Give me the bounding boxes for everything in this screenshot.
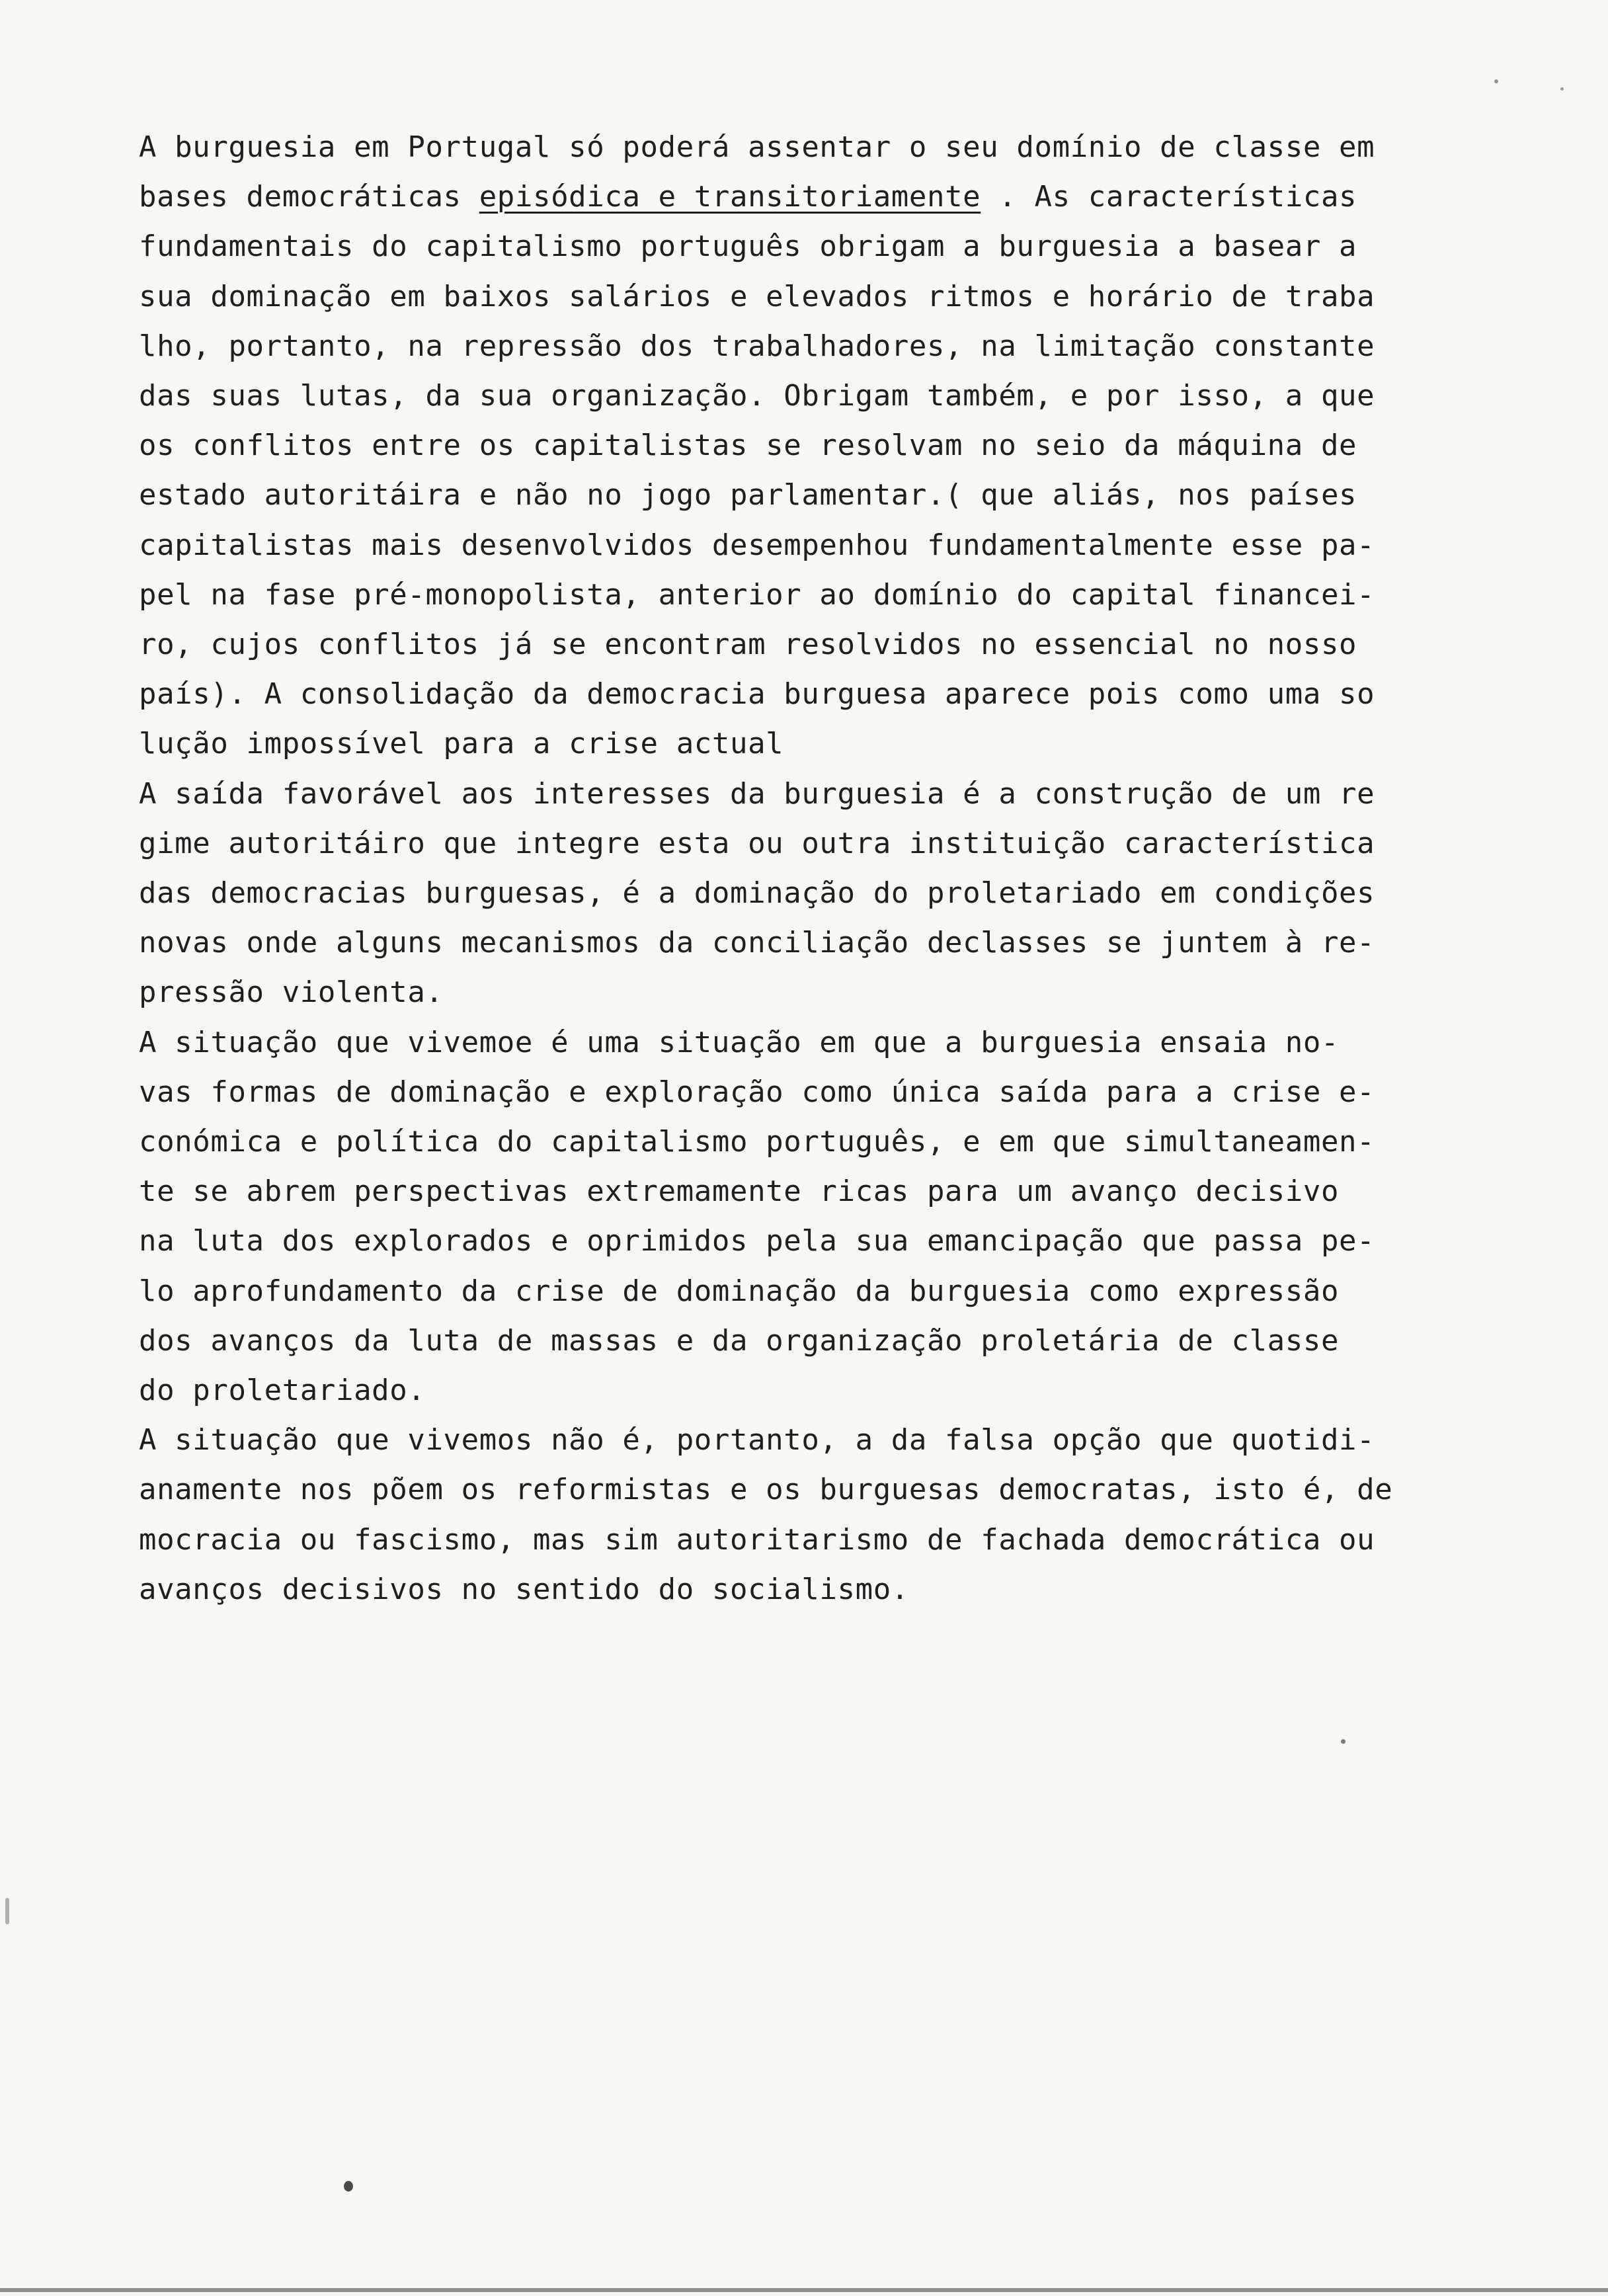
text-line: lho, portanto, na repressão dos trabalhadores, na limitação constante	[139, 329, 1375, 363]
text-line: fundamentais do capitalismo português obrigam a burguesia a basear a	[139, 229, 1357, 264]
text-line	[139, 172, 1514, 222]
text-line: capitalistas mais desenvolvidos desempenhou fundamentalmente esse pa-	[139, 528, 1375, 562]
text-line: A situação que vivemos não é, portanto, a da falsa opção que quotidi-	[139, 1423, 1375, 1457]
text-line: novas onde alguns mecanismos da conciliação declasses se juntem à re-	[139, 926, 1375, 960]
text-line: mocracia ou fascismo, mas sim autoritarismo de fachada democrática ou	[139, 1522, 1375, 1557]
text-line: lo aprofundamento da crise de dominação da burguesia como expressão	[139, 1274, 1340, 1308]
scan-speck	[1494, 79, 1498, 83]
text-line: dos avanços da luta de massas e da organização proletária de classe	[139, 1323, 1340, 1358]
text-line: do proletariado.	[139, 1374, 426, 1408]
scan-speck	[5, 1898, 9, 1924]
text-line: pressão violenta.	[139, 975, 444, 1010]
underlined-phrase: episódica e transitoriamente	[479, 180, 981, 214]
text-line: sua dominação em baixos salários e elevados ritmos e horário de traba	[139, 279, 1375, 313]
text-line: vas formas de dominação e exploração como única saída para a crise e-	[139, 1075, 1375, 1109]
text-line: anamente nos põem os reformistas e os burguesas democratas, isto é, de	[139, 1473, 1393, 1507]
text-segment: bases democráticas	[139, 180, 479, 214]
text-line: na luta dos explorados e oprimidos pela sua emancipação que passa pe-	[139, 1224, 1375, 1258]
text-line: das suas lutas, da sua organização. Obrigam também, e por isso, a que	[139, 379, 1375, 413]
text-line: A saída favorável aos interesses da burguesia é a construção de um re	[139, 776, 1375, 811]
text-segment: . As características	[981, 180, 1357, 214]
scan-speck	[1341, 1739, 1346, 1744]
text-line: pel na fase pré-monopolista, anterior ao domínio do capital financei-	[139, 577, 1375, 612]
scan-speck	[1560, 87, 1564, 91]
text-line: te se abrem perspectivas extremamente ricas para um avanço decisivo	[139, 1174, 1340, 1209]
text-line: avanços decisivos no sentido do socialismo.	[139, 1572, 909, 1606]
text-line: conómica e política do capitalismo português, e em que simultaneamen-	[139, 1125, 1375, 1159]
text-line: lução impossível para a crise actual	[139, 727, 784, 761]
text-line: estado autoritáira e não no jogo parlamentar.( que aliás, nos países	[139, 478, 1357, 512]
text-line: A situação que vivemoe é uma situação em que a burguesia ensaia no-	[139, 1025, 1340, 1059]
text-line: os conflitos entre os capitalistas se resolvam no seio da máquina de	[139, 429, 1357, 463]
text-line: gime autoritáiro que integre esta ou outra instituição característica	[139, 826, 1375, 860]
text-line: ro, cujos conflitos já se encontram resolvidos no essencial no nosso	[139, 628, 1357, 662]
text-line: país). A consolidação da democracia burguesa aparece pois como uma so	[139, 677, 1375, 712]
document-body	[139, 122, 1514, 1614]
text-line: das democracias burguesas, é a dominação do proletariado em condições	[139, 876, 1375, 911]
scan-speck	[344, 2181, 353, 2192]
page-bottom-edge	[0, 2288, 1608, 2292]
text-line: A burguesia em Portugal só poderá assentar o seu domínio de classe em	[139, 130, 1375, 164]
